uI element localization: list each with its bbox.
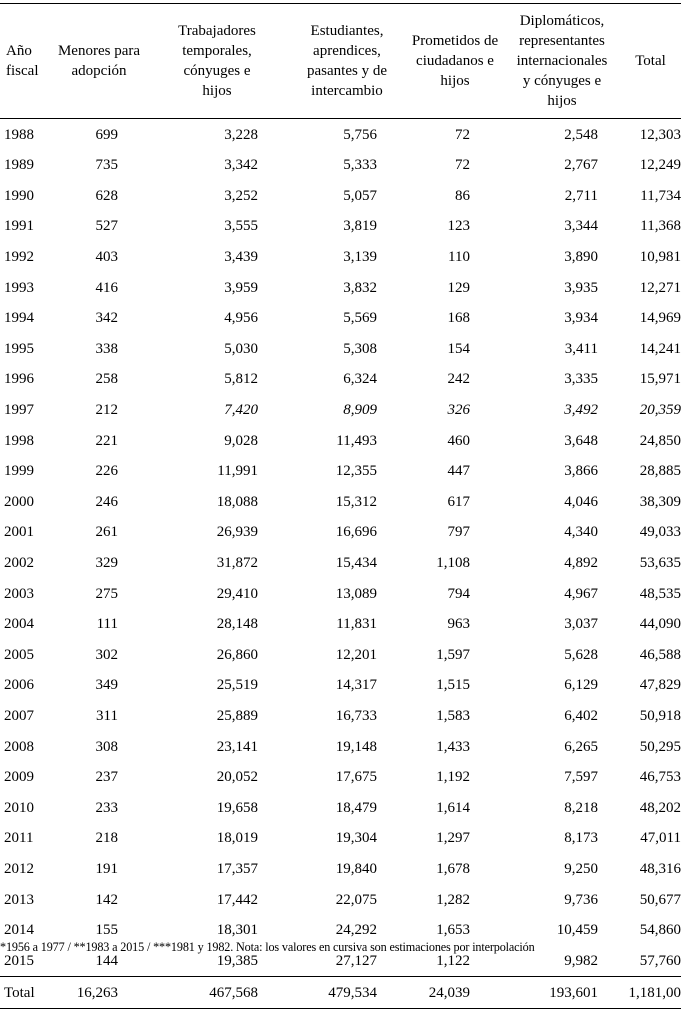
table-cell: 3,866 xyxy=(564,463,598,480)
table-cell: 9,736 xyxy=(564,891,598,908)
table-cell: 1,614 xyxy=(436,799,470,816)
table-cell: 22,075 xyxy=(335,891,377,908)
table-row xyxy=(0,701,681,732)
row-year: 2004 xyxy=(4,616,34,633)
table-cell: 3,959 xyxy=(224,279,258,296)
header-fiscal-year xyxy=(0,4,52,119)
header-line: pasantes y de xyxy=(307,63,387,79)
table-row xyxy=(0,640,681,671)
table-row xyxy=(0,731,681,762)
row-year: 1998 xyxy=(4,432,34,449)
total-cell: 479,534 xyxy=(288,977,406,1009)
table-cell: 3,335 xyxy=(564,371,598,388)
table-cell: 311 xyxy=(96,707,118,724)
row-year: 2006 xyxy=(4,677,34,694)
table-cell: 26,939 xyxy=(216,524,258,541)
table-cell: 44,090 xyxy=(639,616,681,633)
total-cell: 24,039 xyxy=(406,977,504,1009)
table-cell: 47,011 xyxy=(640,830,681,847)
header-line: intercambio xyxy=(311,83,383,99)
header-line: adopción xyxy=(71,63,127,79)
table-cell: 23,141 xyxy=(216,738,258,755)
table-cell: 1,192 xyxy=(436,769,470,786)
table-cell: 142 xyxy=(95,891,118,908)
table-cell: 226 xyxy=(95,463,118,480)
row-year: 1997 xyxy=(4,402,34,419)
table-cell: 258 xyxy=(95,371,118,388)
header-line: hijos xyxy=(202,83,232,99)
table-cell: 3,411 xyxy=(564,340,598,357)
table-row xyxy=(0,578,681,609)
table-cell: 221 xyxy=(95,432,118,449)
table-cell: 25,519 xyxy=(216,677,258,694)
table-row xyxy=(0,823,681,854)
table-cell: 797 xyxy=(447,524,470,541)
table-cell: 1,282 xyxy=(436,891,470,908)
table-row xyxy=(0,487,681,518)
table-cell: 5,756 xyxy=(343,126,377,143)
row-year: 2012 xyxy=(4,860,34,877)
table-cell: 54,860 xyxy=(639,922,681,939)
table-row xyxy=(0,762,681,793)
table-cell: 3,890 xyxy=(564,249,598,266)
table-row xyxy=(0,854,681,885)
header-line: Prometidos de xyxy=(411,33,499,49)
table-cell: 3,439 xyxy=(224,249,258,266)
table-cell: 7,420 xyxy=(224,402,258,419)
row-year: 1999 xyxy=(4,463,34,480)
total-row xyxy=(0,977,681,1009)
table-cell: 19,385 xyxy=(216,952,258,969)
table-cell: 8,218 xyxy=(564,799,598,816)
table-cell: 308 xyxy=(95,738,118,755)
table-cell: 17,357 xyxy=(216,860,258,877)
table-cell: 11,368 xyxy=(640,218,681,235)
row-year: 2015 xyxy=(4,952,34,969)
header-line: hijos xyxy=(440,73,470,89)
table-cell: 17,675 xyxy=(335,769,377,786)
table-cell: 47,829 xyxy=(639,677,681,694)
table-cell: 123 xyxy=(447,218,470,235)
table-cell: 72 xyxy=(455,157,470,174)
table-cell: 5,333 xyxy=(343,157,377,174)
table-cell: 447 xyxy=(447,463,470,480)
table-cell: 49,033 xyxy=(639,524,681,541)
table-cell: 1,678 xyxy=(436,860,470,877)
row-year: 2011 xyxy=(4,830,34,847)
table-cell: 3,228 xyxy=(224,126,258,143)
table-cell: 628 xyxy=(95,187,118,204)
row-year: 2005 xyxy=(4,646,34,663)
table-cell: 11,493 xyxy=(336,432,377,449)
header-line: Año xyxy=(6,43,32,59)
table-cell: 3,934 xyxy=(564,310,598,327)
table-cell: 326 xyxy=(447,402,470,419)
table-cell: 7,597 xyxy=(564,769,598,786)
table-cell: 111 xyxy=(96,616,118,633)
table-row xyxy=(0,334,681,365)
table-row xyxy=(0,425,681,456)
table-cell: 9,028 xyxy=(224,432,258,449)
table-row xyxy=(0,272,681,303)
table-row xyxy=(0,548,681,579)
header-students-exchange xyxy=(288,4,406,119)
table-row xyxy=(0,364,681,395)
table-cell: 18,088 xyxy=(216,493,258,510)
table-cell: 5,030 xyxy=(224,340,258,357)
table-cell: 86 xyxy=(455,187,470,204)
row-year: 2003 xyxy=(4,585,34,602)
table-cell: 14,969 xyxy=(639,310,681,327)
table-cell: 4,892 xyxy=(564,555,598,572)
table-cell: 4,956 xyxy=(224,310,258,327)
table-cell: 57,760 xyxy=(639,952,681,969)
row-year: 2008 xyxy=(4,738,34,755)
table-cell: 233 xyxy=(95,799,118,816)
table-cell: 11,831 xyxy=(336,616,377,633)
row-year: 1988 xyxy=(4,126,34,143)
table-cell: 38,309 xyxy=(639,493,681,510)
table-cell: 2,767 xyxy=(564,157,598,174)
table-cell: 1,583 xyxy=(436,707,470,724)
table-cell: 4,967 xyxy=(564,585,598,602)
header-total xyxy=(620,4,681,119)
header-fiances xyxy=(406,4,504,119)
table-cell: 19,148 xyxy=(335,738,377,755)
table-cell: 1,108 xyxy=(436,555,470,572)
table-cell: 15,434 xyxy=(335,555,377,572)
table-cell: 302 xyxy=(95,646,118,663)
header-line: internacionales xyxy=(516,53,608,69)
table-cell: 460 xyxy=(447,432,470,449)
table-row xyxy=(0,242,681,273)
row-year: 2010 xyxy=(4,799,34,816)
header-line: fiscal xyxy=(6,63,39,79)
table-cell: 20,359 xyxy=(639,402,681,419)
table-cell: 3,344 xyxy=(564,218,598,235)
table-cell: 191 xyxy=(95,860,118,877)
table-cell: 11,991 xyxy=(217,463,258,480)
header-line: Estudiantes, xyxy=(310,23,384,39)
row-year: 2007 xyxy=(4,707,34,724)
table-cell: 3,555 xyxy=(224,218,258,235)
table-row xyxy=(0,119,681,151)
row-year: 1991 xyxy=(4,218,34,235)
table-row xyxy=(0,884,681,915)
table-row xyxy=(0,670,681,701)
header-temporary-workers xyxy=(146,4,288,119)
table-cell: 617 xyxy=(447,493,470,510)
row-year: 1992 xyxy=(4,249,34,266)
table-row xyxy=(0,456,681,487)
table-cell: 48,535 xyxy=(639,585,681,602)
table-cell: 48,202 xyxy=(639,799,681,816)
header-line: Menores para xyxy=(57,43,141,59)
table-cell: 155 xyxy=(95,922,118,939)
row-year: 2001 xyxy=(4,524,34,541)
table-cell: 24,292 xyxy=(335,922,377,939)
table-cell: 3,252 xyxy=(224,187,258,204)
table-cell: 12,249 xyxy=(639,157,681,174)
table-cell: 9,250 xyxy=(564,860,598,877)
table-body xyxy=(0,119,681,1009)
header-minors-adoption xyxy=(52,4,146,119)
table-row xyxy=(0,181,681,212)
header-line: hijos xyxy=(547,93,577,109)
total-cell: 1,181,00 xyxy=(620,977,681,1009)
table-row xyxy=(0,303,681,334)
table-cell: 275 xyxy=(95,585,118,602)
table-cell: 237 xyxy=(95,769,118,786)
header-line: ciudadanos e xyxy=(416,53,494,69)
table-cell: 16,733 xyxy=(335,707,377,724)
table-cell: 31,872 xyxy=(216,555,258,572)
table-cell: 19,304 xyxy=(335,830,377,847)
table-cell: 4,340 xyxy=(564,524,598,541)
total-cell: 16,263 xyxy=(52,977,146,1009)
table-cell: 154 xyxy=(447,340,470,357)
table-cell: 1,433 xyxy=(436,738,470,755)
table-row xyxy=(0,609,681,640)
table-cell: 527 xyxy=(95,218,118,235)
row-year: 1996 xyxy=(4,371,34,388)
table-cell: 46,588 xyxy=(639,646,681,663)
table-cell: 12,303 xyxy=(639,126,681,143)
table-cell: 15,971 xyxy=(639,371,681,388)
table-cell: 110 xyxy=(448,249,470,266)
table-cell: 14,317 xyxy=(335,677,377,694)
table-cell: 27,127 xyxy=(335,952,377,969)
table-cell: 129 xyxy=(447,279,470,296)
row-year: 1995 xyxy=(4,340,34,357)
table-cell: 26,860 xyxy=(216,646,258,663)
table-cell: 794 xyxy=(447,585,470,602)
header-line: y cónyuges e xyxy=(522,73,602,89)
table-cell: 3,492 xyxy=(564,402,598,419)
table-cell: 6,324 xyxy=(343,371,377,388)
table-cell: 338 xyxy=(95,340,118,357)
table-cell: 18,301 xyxy=(216,922,258,939)
row-year: 2000 xyxy=(4,493,34,510)
row-year: 2009 xyxy=(4,769,34,786)
table-cell: 24,850 xyxy=(639,432,681,449)
table-cell: 18,479 xyxy=(335,799,377,816)
table-cell: 3,935 xyxy=(564,279,598,296)
table-cell: 5,569 xyxy=(343,310,377,327)
table-cell: 168 xyxy=(447,310,470,327)
table-cell: 144 xyxy=(95,952,118,969)
table-cell: 3,648 xyxy=(564,432,598,449)
row-year: 1993 xyxy=(4,279,34,296)
visa-statistics-table xyxy=(0,3,681,1009)
table-cell: 8,173 xyxy=(564,830,598,847)
table-cell: 1,122 xyxy=(436,952,470,969)
table-cell: 53,635 xyxy=(639,555,681,572)
table-cell: 50,677 xyxy=(639,891,681,908)
table-cell: 1,515 xyxy=(436,677,470,694)
table-cell: 342 xyxy=(95,310,118,327)
table-header-row xyxy=(0,4,681,119)
header-line: temporales, xyxy=(182,43,252,59)
table-cell: 28,885 xyxy=(639,463,681,480)
table-cell: 963 xyxy=(447,616,470,633)
table-cell: 14,241 xyxy=(639,340,681,357)
table-cell: 3,819 xyxy=(343,218,377,235)
table-cell: 12,355 xyxy=(335,463,377,480)
table-cell: 3,139 xyxy=(343,249,377,266)
table-cell: 3,037 xyxy=(564,616,598,633)
row-year: 2014 xyxy=(4,922,34,939)
table-row xyxy=(0,150,681,181)
row-year: 1990 xyxy=(4,187,34,204)
header-line: representantes xyxy=(519,33,605,49)
table-cell: 10,981 xyxy=(639,249,681,266)
row-year: 2013 xyxy=(4,891,34,908)
header-line: aprendices, xyxy=(313,43,381,59)
row-year: 2002 xyxy=(4,555,34,572)
table-cell: 48,316 xyxy=(639,860,681,877)
table-cell: 403 xyxy=(95,249,118,266)
table-cell: 5,057 xyxy=(343,187,377,204)
header-line: Diplomáticos, xyxy=(519,13,605,29)
table-cell: 4,046 xyxy=(564,493,598,510)
header-line: Total xyxy=(635,53,666,69)
table-cell: 12,271 xyxy=(639,279,681,296)
header-diplomats xyxy=(504,4,620,119)
table-cell: 2,548 xyxy=(564,126,598,143)
table-cell: 3,832 xyxy=(343,279,377,296)
table-cell: 10,459 xyxy=(556,922,598,939)
table-cell: 218 xyxy=(95,830,118,847)
table-cell: 25,889 xyxy=(216,707,258,724)
table-cell: 5,308 xyxy=(343,340,377,357)
table-cell: 416 xyxy=(95,279,118,296)
table-cell: 19,840 xyxy=(335,860,377,877)
table-cell: 50,918 xyxy=(639,707,681,724)
table-cell: 13,089 xyxy=(335,585,377,602)
row-year: 1989 xyxy=(4,157,34,174)
table-cell: 6,402 xyxy=(564,707,598,724)
footnote: *1956 a 1977 / **1983 a 2015 / ***1981 y 1982. Nota: los valores en cursiva son estimaciones por interpolación xyxy=(0,940,535,954)
table-cell: 46,753 xyxy=(639,769,681,786)
total-cell: 193,601 xyxy=(504,977,620,1009)
table-cell: 1,597 xyxy=(436,646,470,663)
table-cell: 28,148 xyxy=(216,616,258,633)
table-row xyxy=(0,395,681,426)
table-cell: 9,982 xyxy=(564,952,598,969)
table-cell: 16,696 xyxy=(335,524,377,541)
table-cell: 246 xyxy=(95,493,118,510)
table-cell: 29,410 xyxy=(216,585,258,602)
table-cell: 5,628 xyxy=(564,646,598,663)
table-cell: 8,909 xyxy=(343,402,377,419)
table-cell: 11,734 xyxy=(640,187,681,204)
table-cell: 19,658 xyxy=(216,799,258,816)
table-cell: 1,653 xyxy=(436,922,470,939)
table-cell: 735 xyxy=(95,157,118,174)
table-cell: 699 xyxy=(95,126,118,143)
table-cell: 72 xyxy=(455,126,470,143)
table-row xyxy=(0,517,681,548)
table-cell: 1,297 xyxy=(436,830,470,847)
table-cell: 6,265 xyxy=(564,738,598,755)
table-cell: 17,442 xyxy=(216,891,258,908)
table-row xyxy=(0,792,681,823)
header-line: cónyuges e xyxy=(183,63,251,79)
table-cell: 15,312 xyxy=(335,493,377,510)
total-label: Total xyxy=(0,977,52,1009)
table-cell: 329 xyxy=(95,555,118,572)
table-cell: 242 xyxy=(447,371,470,388)
table-cell: 5,812 xyxy=(224,371,258,388)
table-cell: 2,711 xyxy=(564,187,598,204)
table-cell: 18,019 xyxy=(216,830,258,847)
table-cell: 12,201 xyxy=(335,646,377,663)
header-line: Trabajadores xyxy=(178,23,256,39)
total-cell: 467,568 xyxy=(146,977,288,1009)
table-cell: 261 xyxy=(95,524,118,541)
table-cell: 6,129 xyxy=(564,677,598,694)
table-row xyxy=(0,211,681,242)
table-cell: 20,052 xyxy=(216,769,258,786)
table-cell: 50,295 xyxy=(639,738,681,755)
row-year: 1994 xyxy=(4,310,34,327)
table-cell: 349 xyxy=(95,677,118,694)
table-cell: 3,342 xyxy=(224,157,258,174)
table-cell: 212 xyxy=(95,402,118,419)
